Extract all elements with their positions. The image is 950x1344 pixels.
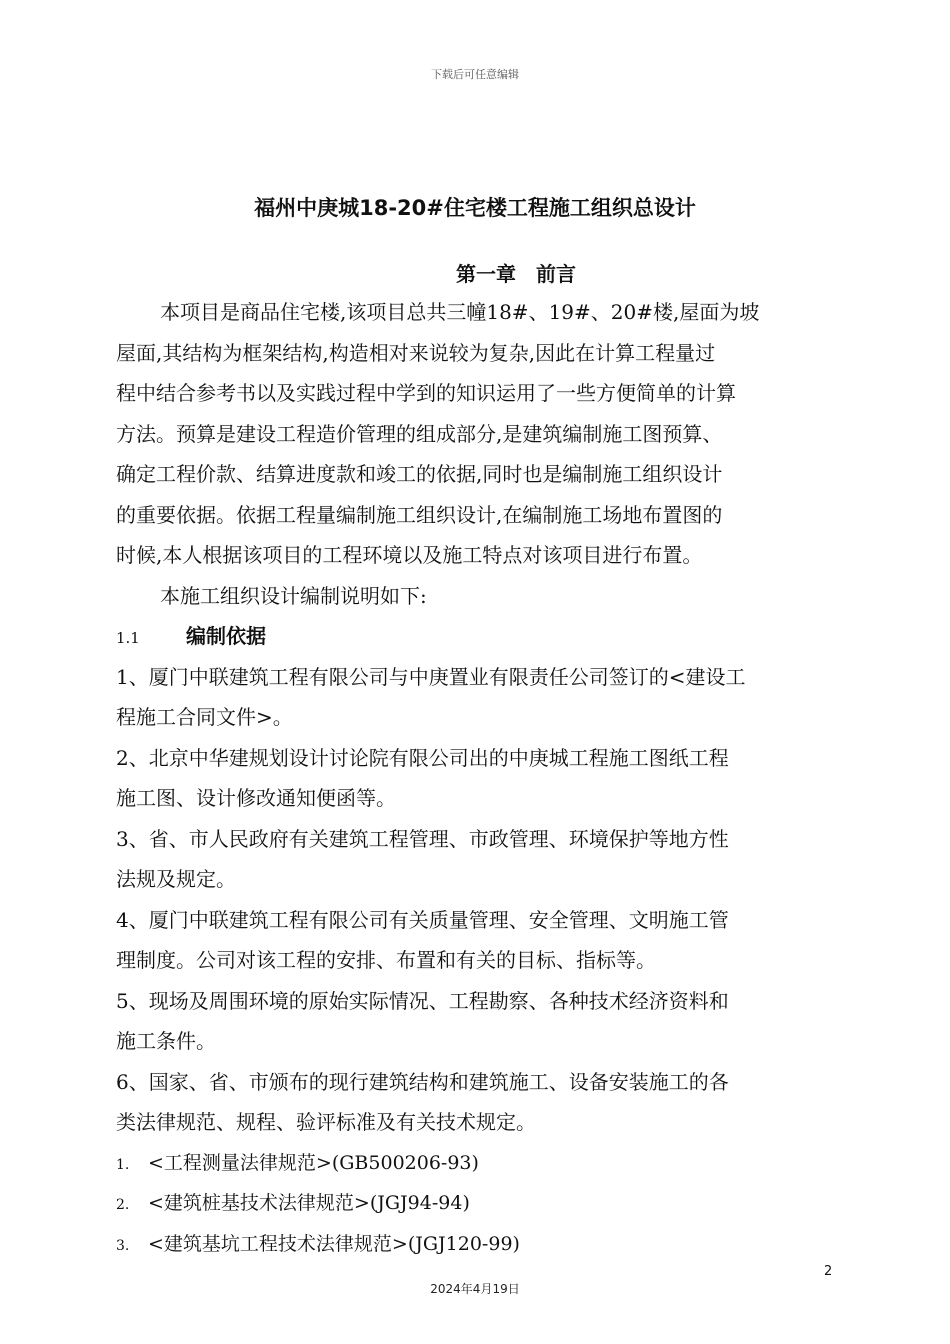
basis-line: 施工条件。 xyxy=(116,1029,216,1053)
basis-line: 2、北京中华建规划设计讨论院有限公司出的中庚城工程施工图纸工程 xyxy=(116,745,729,770)
standard-text: <建筑基坑工程技术法律规范>(JGJ120-99) xyxy=(148,1232,520,1255)
header-note: 下载后可任意编辑 xyxy=(431,68,519,81)
basis-line: 施工图、设计修改通知便函等。 xyxy=(116,786,396,810)
intro-line: 本项目是商品住宅楼,该项目总共三幢18#、19#、20#楼,屋面为坡 xyxy=(160,300,760,324)
standard-number: 3. xyxy=(116,1237,130,1254)
standard-number: 2. xyxy=(116,1197,130,1213)
basis-line: 5、现场及周围环境的原始实际情况、工程勘察、各种技术经济资料和 xyxy=(116,988,729,1013)
standard-item xyxy=(116,1143,838,1184)
standard-item xyxy=(116,1183,838,1224)
footer-date: 2024年4月19日 xyxy=(430,1282,520,1296)
intro-line: 程中结合参考书以及实践过程中学到的知识运用了一些方便简单的计算 xyxy=(116,381,736,405)
basis-line: 程施工合同文件>。 xyxy=(116,705,293,729)
page-number: 2 xyxy=(824,1264,833,1279)
basis-line: 6、国家、省、市颁布的现行建筑结构和建筑施工、设备安装施工的各 xyxy=(116,1069,729,1094)
intro-line: 的重要依据。依据工程量编制施工组织设计,在编制施工场地布置图的 xyxy=(116,502,723,527)
basis-line: 1、厦门中联建筑工程有限公司与中庚置业有限责任公司签订的<建设工 xyxy=(116,664,746,689)
explain-line: 本施工组织设计编制说明如下: xyxy=(160,583,427,608)
document-title: 福州中庚城18-20#住宅楼工程施工组织总设计 xyxy=(254,196,696,220)
basis-line: 理制度。公司对该工程的安排、布置和有关的目标、指标等。 xyxy=(116,948,656,972)
standard-number: 1. xyxy=(116,1156,130,1173)
chapter-title: 第一章 前言 xyxy=(456,262,576,286)
intro-line: 方法。预算是建设工程造价管理的组成部分,是建筑编制施工图预算、 xyxy=(116,421,723,446)
standard-text: <建筑桩基技术法律规范>(JGJ94-94) xyxy=(148,1192,470,1214)
section-title: 编制依据 xyxy=(186,624,266,648)
standard-item xyxy=(116,1224,838,1265)
document-body xyxy=(116,292,838,1264)
intro-line: 确定工程价款、结算进度款和竣工的依据,同时也是编制施工组织设计 xyxy=(116,462,723,486)
standard-text: <工程测量法律规范>(GB500206-93) xyxy=(148,1151,479,1174)
basis-line: 4、厦门中联建筑工程有限公司有关质量管理、安全管理、文明施工管 xyxy=(116,907,729,932)
basis-line: 类法律规范、规程、验评标准及有关技术规定。 xyxy=(116,1110,536,1134)
section-number: 1.1 xyxy=(116,629,140,647)
section-heading xyxy=(116,616,838,657)
basis-line: 法规及规定。 xyxy=(116,867,236,891)
basis-line: 3、省、市人民政府有关建筑工程管理、市政管理、环境保护等地方性 xyxy=(116,826,729,851)
intro-line: 时候,本人根据该项目的工程环境以及施工特点对该项目进行布置。 xyxy=(116,543,703,567)
intro-line: 屋面,其结构为框架结构,构造相对来说较为复杂,因此在计算工程量过 xyxy=(116,340,716,365)
